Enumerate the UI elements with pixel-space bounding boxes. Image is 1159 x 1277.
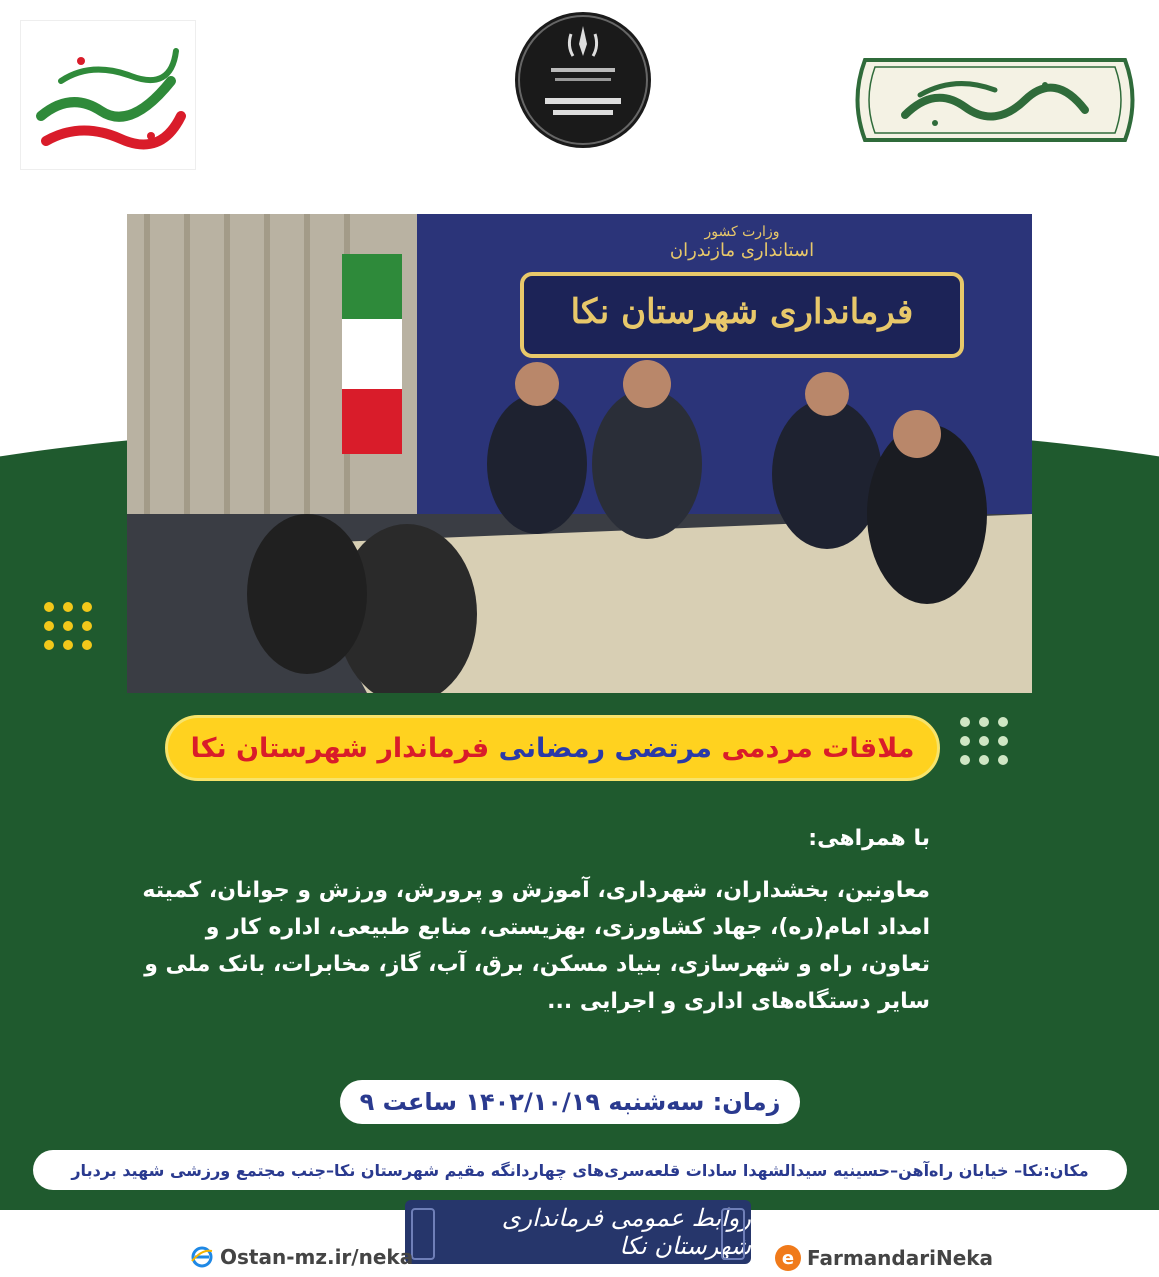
social-e-icon: e xyxy=(775,1245,801,1271)
meeting-scene xyxy=(127,214,1032,693)
decorative-dots-left xyxy=(44,602,92,650)
website-link[interactable] xyxy=(190,1245,413,1269)
public-relations-banner: روابط عمومی فرمانداری شهرستان نکا xyxy=(405,1200,751,1264)
meeting-photo xyxy=(127,214,1032,693)
social-text: FarmandariNeka xyxy=(807,1246,994,1270)
year-slogan-frame xyxy=(845,45,1145,155)
accompany-heading: با همراهی: xyxy=(808,826,930,851)
photo-banner-sub: استانداری مازندران xyxy=(669,240,815,261)
year-slogan-logo xyxy=(845,45,1145,155)
headline-part3: فرماندار شهرستان نکا xyxy=(190,732,490,764)
headline-part2: مرتضی رمضانی xyxy=(498,732,713,764)
slogan-logo-graphic xyxy=(21,21,195,169)
governorate-seal xyxy=(515,12,651,148)
social-link[interactable] xyxy=(775,1245,993,1271)
slogan-logo xyxy=(20,20,196,170)
decorative-dots-right xyxy=(960,717,1008,765)
browser-icon xyxy=(190,1245,214,1269)
seal-emblem xyxy=(515,12,651,148)
headline xyxy=(165,715,940,781)
accompany-list: معاونین، بخشداران، شهرداری، آموزش و پرورش، ورزش و جوانان، کمیته امداد امام(ره)، جهاد کشاورزی، بهزیستی، منابع طبیعی، اداره کار و تعاون، راه و شهرسازی، بنیاد مسکن، برق، آب، گاز، مخابرات، بانک ملی و سایر دستگاه‌های اداری و اجرایی ... xyxy=(142,878,930,1014)
website-text: Ostan-mz.ir/neka xyxy=(220,1245,414,1269)
time-label: زمان: سه‌شنبه ۱۴۰۲/۱۰/۱۹ ساعت ۹ xyxy=(340,1080,800,1124)
location-label: مکان:نکا– خیابان راه‌آهن–حسینیه سیدالشهدا سادات قلعه‌سری‌های چهاردانگه مقیم شهرستان نکا–جنب مجتمع ورزشی شهید بردبار xyxy=(33,1150,1127,1190)
photo-banner-top: وزارت کشور xyxy=(704,224,780,240)
photo-banner-main: فرمانداری شهرستان نکا xyxy=(570,292,914,332)
headline-part1: ملاقات مردمی xyxy=(721,732,915,764)
